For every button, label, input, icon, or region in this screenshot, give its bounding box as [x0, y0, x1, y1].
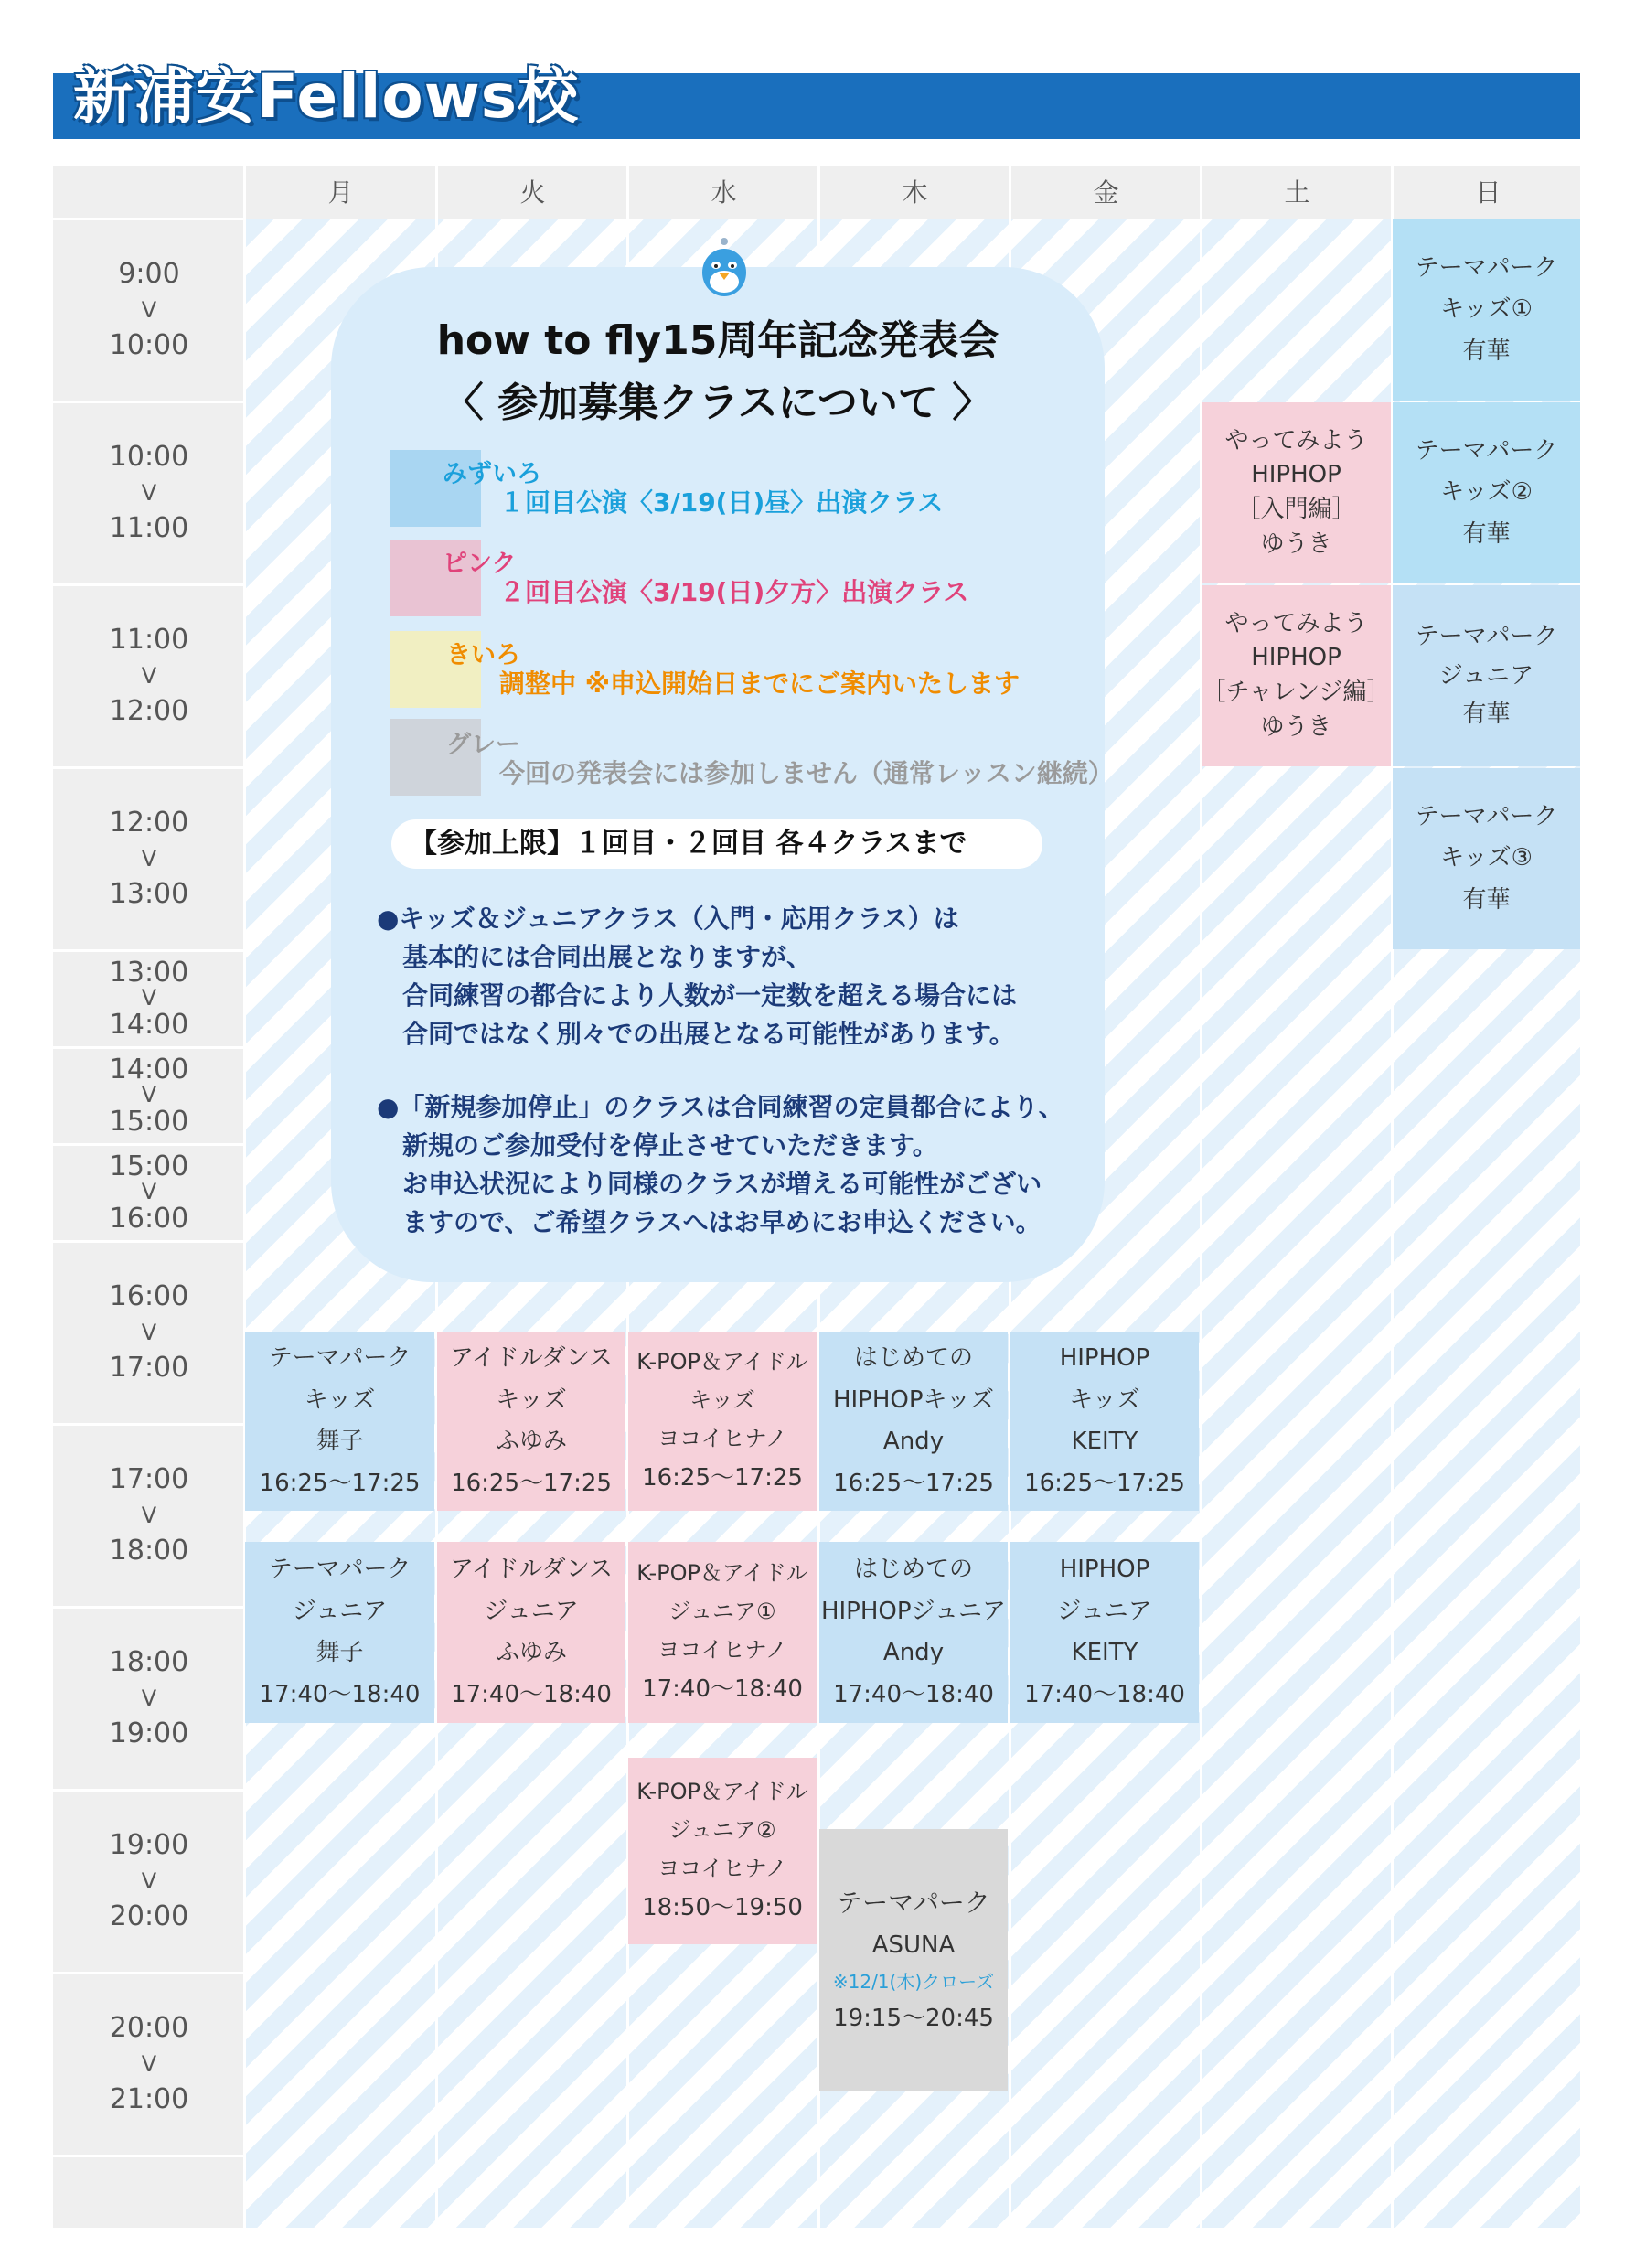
class-block[interactable]: はじめての HIPHOPキッズ Andy 16:25〜17:25	[819, 1332, 1008, 1511]
notice-paragraph-1: ●キッズ＆ジュニアクラス（入門・応用クラス）は 基本的には合同出展となりますが、 合同練習の都合により人数が一定数を超える場合には 合同ではなく別々での出展となる可能性があります。	[377, 904, 1018, 1049]
class-block[interactable]: テーマパーク ジュニア 有華	[1393, 585, 1580, 766]
legend-desc: 調整中 ※申込開始日までにご案内いたします	[499, 669, 1020, 699]
bird-mascot-icon	[697, 236, 752, 300]
time-slot: 20:00 V 21:00	[109, 2012, 189, 2116]
class-block[interactable]: やってみよう HIPHOP ［チャレンジ編］ ゆうき	[1202, 585, 1391, 766]
day-header-wed: 水	[711, 177, 737, 208]
class-block[interactable]: やってみよう HIPHOP ［入門編］ ゆうき	[1202, 402, 1391, 583]
page-title: 新浦安Fellows校	[73, 61, 580, 132]
time-slot: 9:00 V 10:00	[109, 258, 189, 362]
legend-name: みずいろ	[443, 460, 541, 488]
class-block[interactable]: K-POP＆アイドル ジュニア② ヨコイヒナノ 18:50〜19:50	[628, 1758, 817, 1944]
time-slot: 13:00 V 14:00	[109, 956, 189, 1041]
legend-name: ピンク	[443, 550, 517, 578]
class-block[interactable]: HIPHOP キッズ KEITY 16:25〜17:25	[1010, 1332, 1199, 1511]
time-slot: 12:00 V 13:00	[109, 807, 189, 911]
class-block[interactable]: アイドルダンス ジュニア ふゆみ 17:40〜18:40	[437, 1542, 625, 1723]
day-header-tue: 火	[519, 177, 546, 208]
class-block[interactable]: はじめての HIPHOPジュニア Andy 17:40〜18:40	[819, 1542, 1008, 1723]
legend-desc: ２回目公演〈3/19(日)夕方〉出演クラス	[499, 577, 969, 607]
class-block[interactable]: K-POP＆アイドル ジュニア① ヨコイヒナノ 17:40〜18:40	[628, 1542, 817, 1723]
class-block[interactable]: アイドルダンス キッズ ふゆみ 16:25〜17:25	[437, 1332, 625, 1511]
legend-name: きいろ	[446, 641, 520, 669]
day-header-sun: 日	[1475, 177, 1501, 208]
class-block[interactable]: テーマパーク ジュニア 舞子 17:40〜18:40	[245, 1542, 434, 1723]
legend-name: グレー	[446, 731, 520, 759]
class-block[interactable]: テーマパーク キッズ 舞子 16:25〜17:25	[245, 1332, 434, 1511]
time-slot: 15:00 V 16:00	[109, 1150, 189, 1235]
notice-paragraph-2: ●「新規参加停止」のクラスは合同練習の定員都合により、 新規のご参加受付を停止させていただきます。 お申込状況により同様のクラスが増える可能性がござい ますので、ご希望クラスへはお早めにお申込ください。	[377, 1092, 1064, 1237]
time-slot: 14:00 V 15:00	[109, 1053, 189, 1138]
time-slot: 11:00 V 12:00	[109, 624, 189, 728]
class-block[interactable]: テーマパーク キッズ② 有華	[1393, 402, 1580, 583]
time-slot: 18:00 V 19:00	[109, 1646, 189, 1750]
class-block[interactable]: K-POP＆アイドル キッズ ヨコイヒナノ 16:25〜17:25	[628, 1332, 817, 1511]
event-title: how to fly15周年記念発表会	[436, 317, 999, 364]
day-header-thu: 木	[902, 177, 928, 208]
day-header-sat: 土	[1284, 177, 1310, 208]
legend-desc: 今回の発表会には参加しません（通常レッスン継続）	[499, 758, 1114, 788]
class-block[interactable]: テーマパーク キッズ③ 有華	[1393, 768, 1580, 949]
legend-desc: １回目公演〈3/19(日)昼〉出演クラス	[499, 487, 944, 518]
day-header-fri: 金	[1093, 177, 1119, 208]
time-slot: 17:00 V 18:00	[109, 1463, 189, 1567]
event-subtitle: 〈 参加募集クラスについて 〉	[443, 380, 993, 426]
class-block[interactable]: テーマパーク キッズ① 有華	[1393, 219, 1580, 401]
day-header-mon: 月	[327, 177, 354, 208]
participation-limit: 【参加上限】１回目・２回目 各４クラスまで	[391, 819, 1042, 869]
class-block[interactable]: HIPHOP ジュニア KEITY 17:40〜18:40	[1010, 1542, 1199, 1723]
class-block[interactable]: テーマパーク ASUNA ※12/1(木)クローズ 19:15〜20:45	[819, 1829, 1008, 2091]
time-slot: 19:00 V 20:00	[109, 1829, 189, 1933]
time-slot: 16:00 V 17:00	[109, 1280, 189, 1385]
time-slot: 10:00 V 11:00	[109, 441, 189, 545]
